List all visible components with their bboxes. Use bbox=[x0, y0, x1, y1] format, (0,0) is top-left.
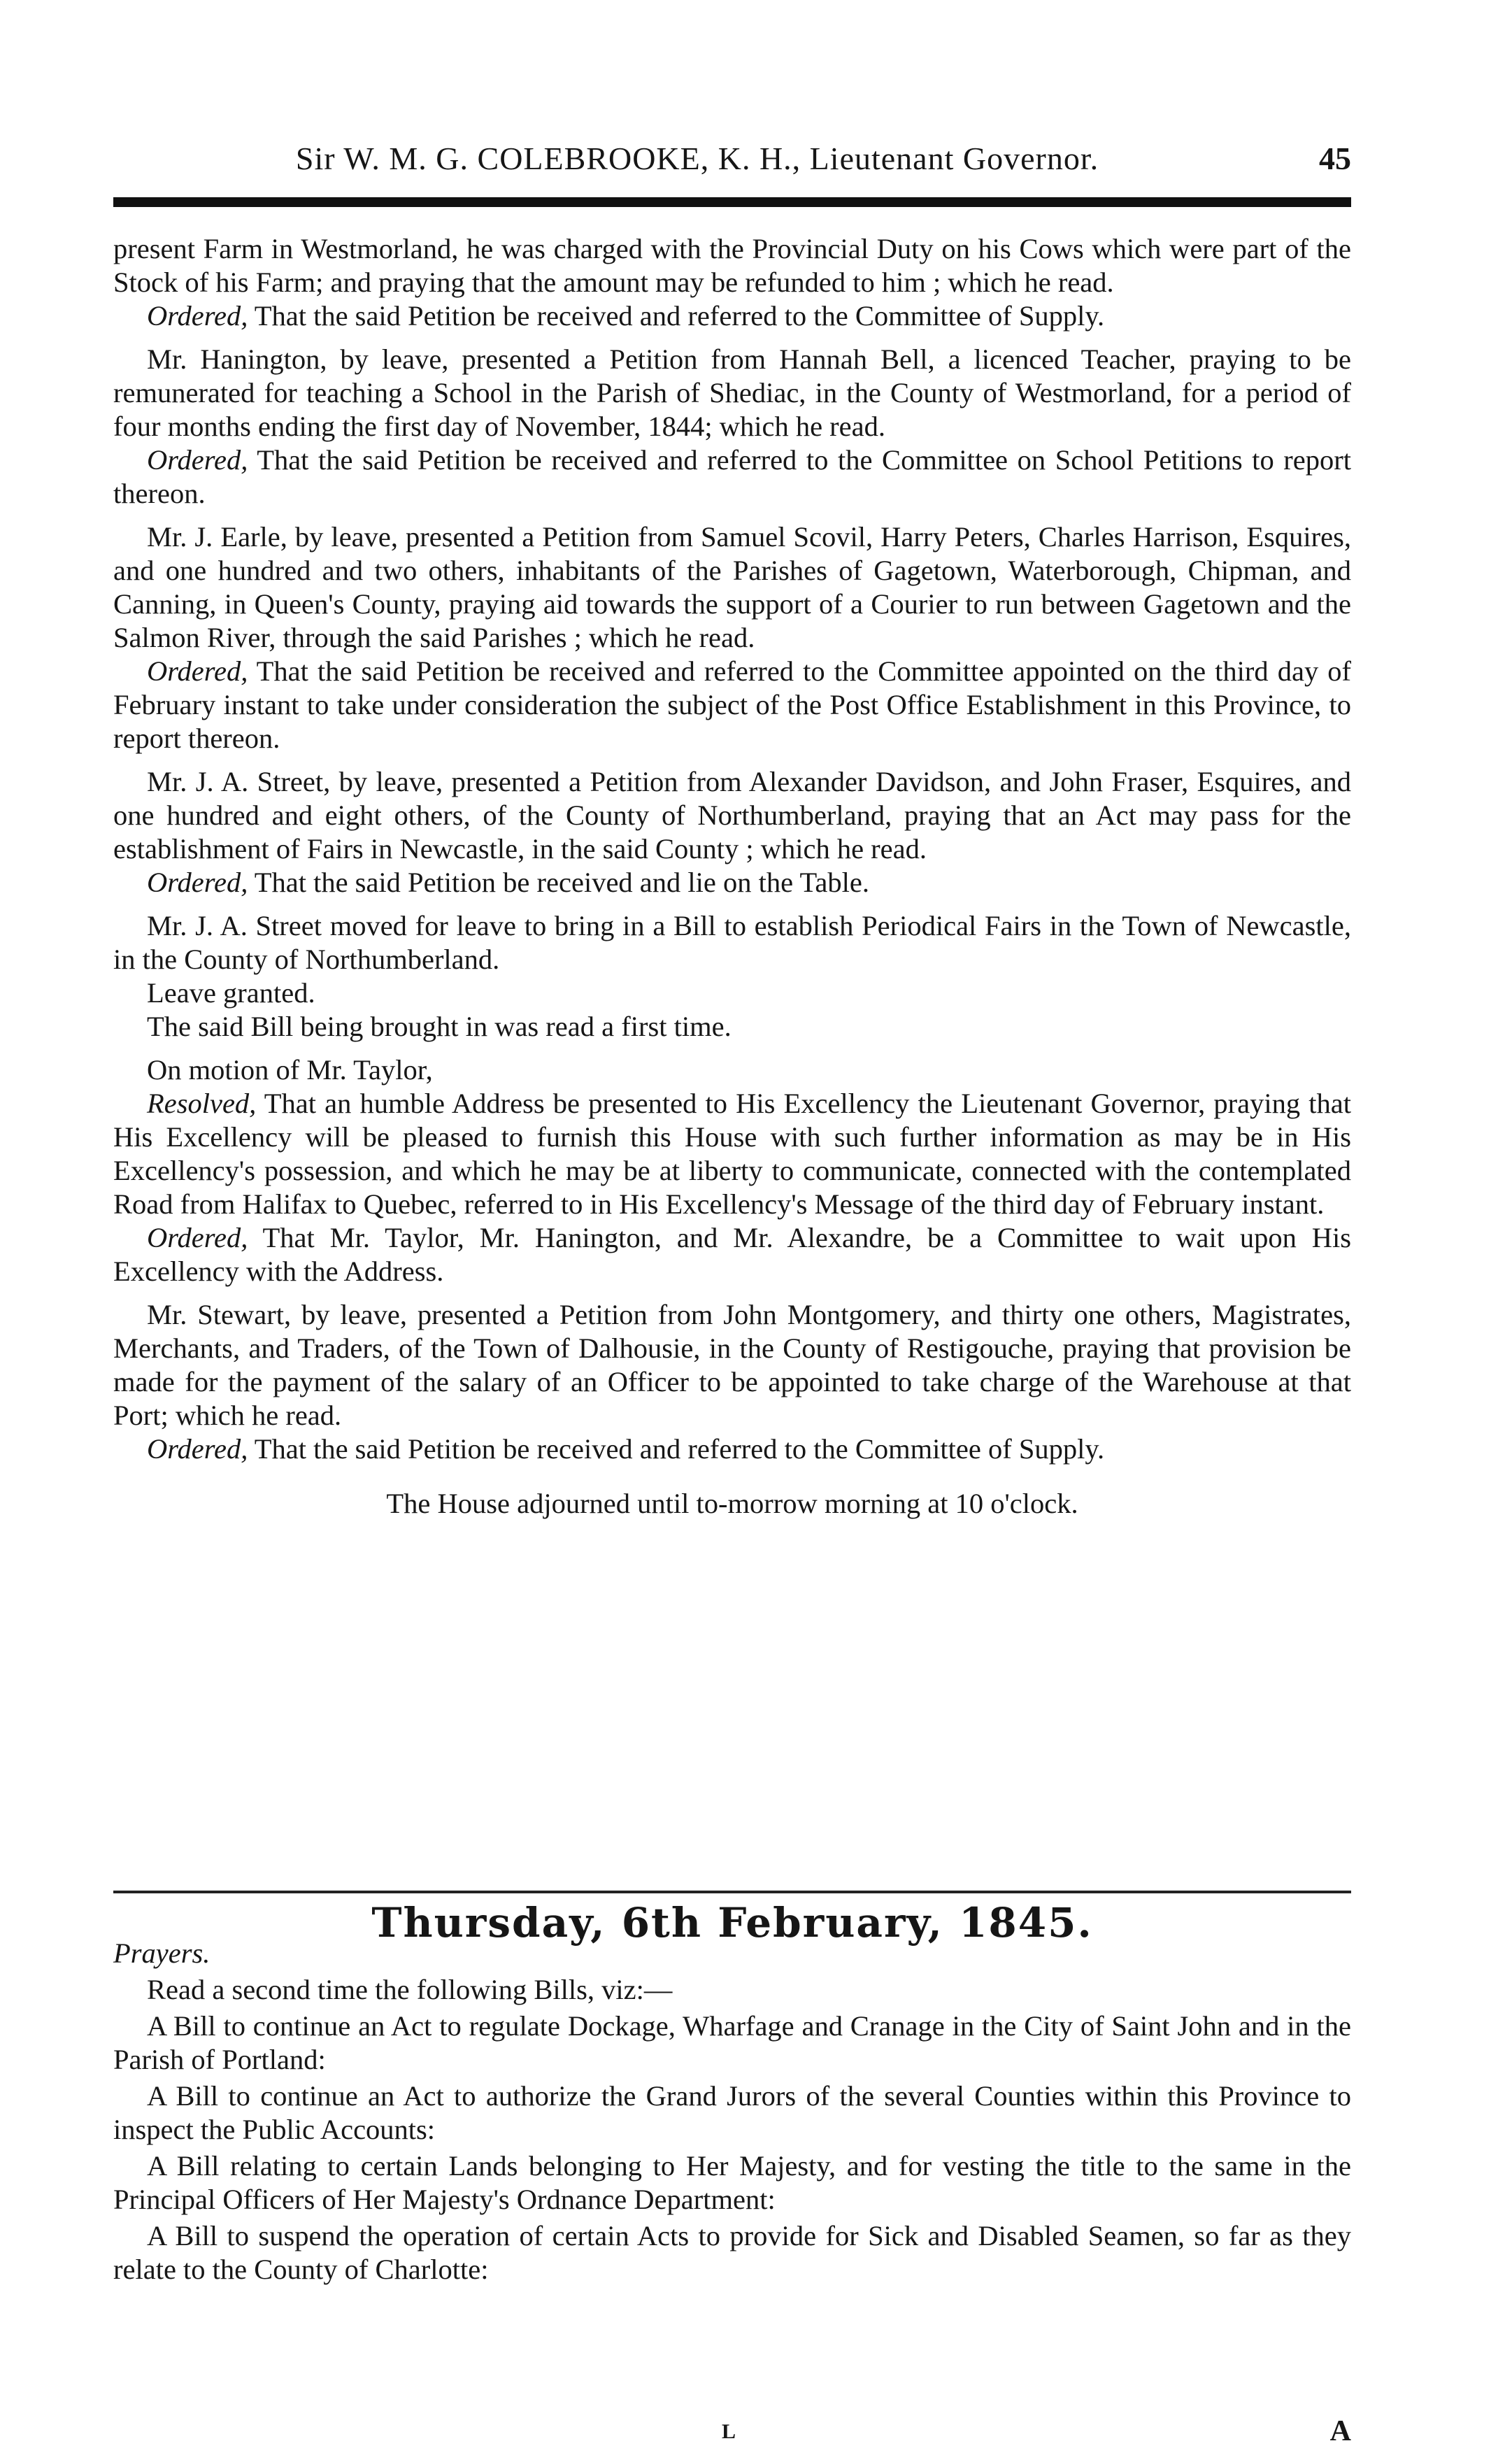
adjournment-line: The House adjourned until to-morrow morning at 10 o'clock. bbox=[386, 1488, 1078, 1519]
order-text: That the said Petition be received and referred to the Committee appointed on the third day of February instant to take under consideration the subject of the Post Office Establishment in this Province, to report thereon. bbox=[113, 655, 1351, 754]
paragraph: The said Bill being brought in was read a first time. bbox=[147, 1011, 732, 1042]
order-text: That the said Petition be received and referred to the Committee of Supply. bbox=[248, 1433, 1105, 1465]
page bbox=[113, 133, 1351, 2447]
resolved-label: Resolved, bbox=[147, 1088, 257, 1119]
ordered-label: Ordered, bbox=[147, 655, 248, 687]
page-header bbox=[113, 133, 1351, 189]
bill-item: A Bill relating to certain Lands belonging to Her Majesty, and for vesting the title to the same in the Principal Officers of Her Majesty's Ordnance Department: bbox=[113, 2150, 1351, 2215]
paragraph: Leave granted. bbox=[147, 977, 315, 1009]
day-heading: Thursday, 6th February, 1845. bbox=[371, 1899, 1093, 1947]
running-title: Sir W. M. G. COLEBROOKE, K. H., Lieutenant Governor. bbox=[295, 141, 1099, 176]
paragraph: Mr. J. Earle, by leave, presented a Petition from Samuel Scovil, Harry Peters, Charles Harrison, Esquires, and one hundred and two others, inhabitants of the Parishes of Gagetown, Waterborough, Chipman, and Canning, in Queen's County, praying aid towards the support of a Courier to run between Gagetown and the Salmon River, through the said Parishes ; which he read. bbox=[113, 521, 1351, 653]
prayers-label: Prayers. bbox=[113, 1937, 211, 1969]
bill-item: A Bill to continue an Act to regulate Dockage, Wharfage and Cranage in the City of Saint John and in the Parish of Portland: bbox=[113, 2010, 1351, 2075]
ordered-label: Ordered, bbox=[147, 1222, 248, 1253]
bills-intro: Read a second time the following Bills, viz:— bbox=[147, 1974, 673, 2005]
order-paragraph bbox=[113, 443, 1351, 511]
bill-item: A Bill to continue an Act to authorize the Grand Jurors of the several Counties within this Province to inspect the Public Accounts: bbox=[113, 2080, 1351, 2145]
paragraph: present Farm in Westmorland, he was charged with the Provincial Duty on his Cows which were part of the Stock of his Farm; and praying that the amount may be refunded to him ; which he read. bbox=[113, 233, 1351, 298]
ordered-label: Ordered, bbox=[147, 1433, 248, 1465]
resolution-paragraph bbox=[113, 1087, 1351, 1221]
ordered-label: Ordered, bbox=[147, 300, 248, 332]
order-paragraph bbox=[113, 1432, 1351, 1466]
paragraph: Mr. Stewart, by leave, presented a Petition from John Montgomery, and thirty one others, Magistrates, Merchants, and Traders, of the Town of Dalhousie, in the County of Restigouche, praying that provision be made for the payment of the salary of an Officer to be appointed to take charge of the Warehouse at that Port; which he read. bbox=[113, 1299, 1351, 1431]
order-paragraph bbox=[113, 866, 1351, 899]
page-number: 45 bbox=[1319, 141, 1351, 176]
header-rule bbox=[113, 197, 1351, 207]
ordered-label: Ordered, bbox=[147, 444, 248, 476]
order-paragraph bbox=[113, 1221, 1351, 1288]
paragraph: Mr. J. A. Street moved for leave to bring in a Bill to establish Periodical Fairs in the Town of Newcastle, in the County of Northumberland. bbox=[113, 910, 1351, 975]
signature-letter: A bbox=[1329, 2415, 1351, 2447]
resolution-text: That an humble Address be presented to His Excellency the Lieutenant Governor, praying that His Excellency will be pleased to furnish this House with such further information as may be in His Excellency's possession, and which he may be at liberty to communicate, connected with the contemplated Road from Halifax to Quebec, referred to in His Excellency's Message of the third day of February instant. bbox=[113, 1088, 1351, 1220]
paragraph: Mr. J. A. Street, by leave, presented a Petition from Alexander Davidson, and John Fraser, Esquires, and one hundred and eight others, of the County of Northumberland, praying that an Act may pass for the establishment of Fairs in Newcastle, in the said County ; which he read. bbox=[113, 766, 1351, 864]
order-paragraph bbox=[113, 655, 1351, 755]
order-text: That the said Petition be received and referred to the Committee of Supply. bbox=[248, 300, 1105, 332]
page-footer bbox=[113, 2415, 1351, 2462]
paragraph: Mr. Hanington, by leave, presented a Petition from Hannah Bell, a licenced Teacher, praying to be remunerated for teaching a School in the Parish of Shediac, in the County of Westmorland, for a period of four months ending the first day of November, 1844; which he read. bbox=[113, 343, 1351, 442]
order-text: That the said Petition be received and lie on the Table. bbox=[248, 867, 869, 898]
ordered-label: Ordered, bbox=[147, 867, 248, 898]
paragraph: On motion of Mr. Taylor, bbox=[147, 1054, 433, 1086]
order-text: That Mr. Taylor, Mr. Hanington, and Mr. Alexandre, be a Committee to wait upon His Excellency with the Address. bbox=[113, 1222, 1351, 1287]
bill-item: A Bill to suspend the operation of certain Acts to provide for Sick and Disabled Seamen, so far as they relate to the County of Charlotte: bbox=[113, 2220, 1351, 2285]
signature-mark: L bbox=[722, 2420, 736, 2443]
journal-body bbox=[113, 232, 1351, 1521]
day-section bbox=[113, 1899, 1351, 2286]
section-rule bbox=[113, 1891, 1351, 1893]
order-paragraph bbox=[113, 299, 1351, 333]
order-text: That the said Petition be received and referred to the Committee on School Petitions to report thereon. bbox=[113, 444, 1351, 509]
